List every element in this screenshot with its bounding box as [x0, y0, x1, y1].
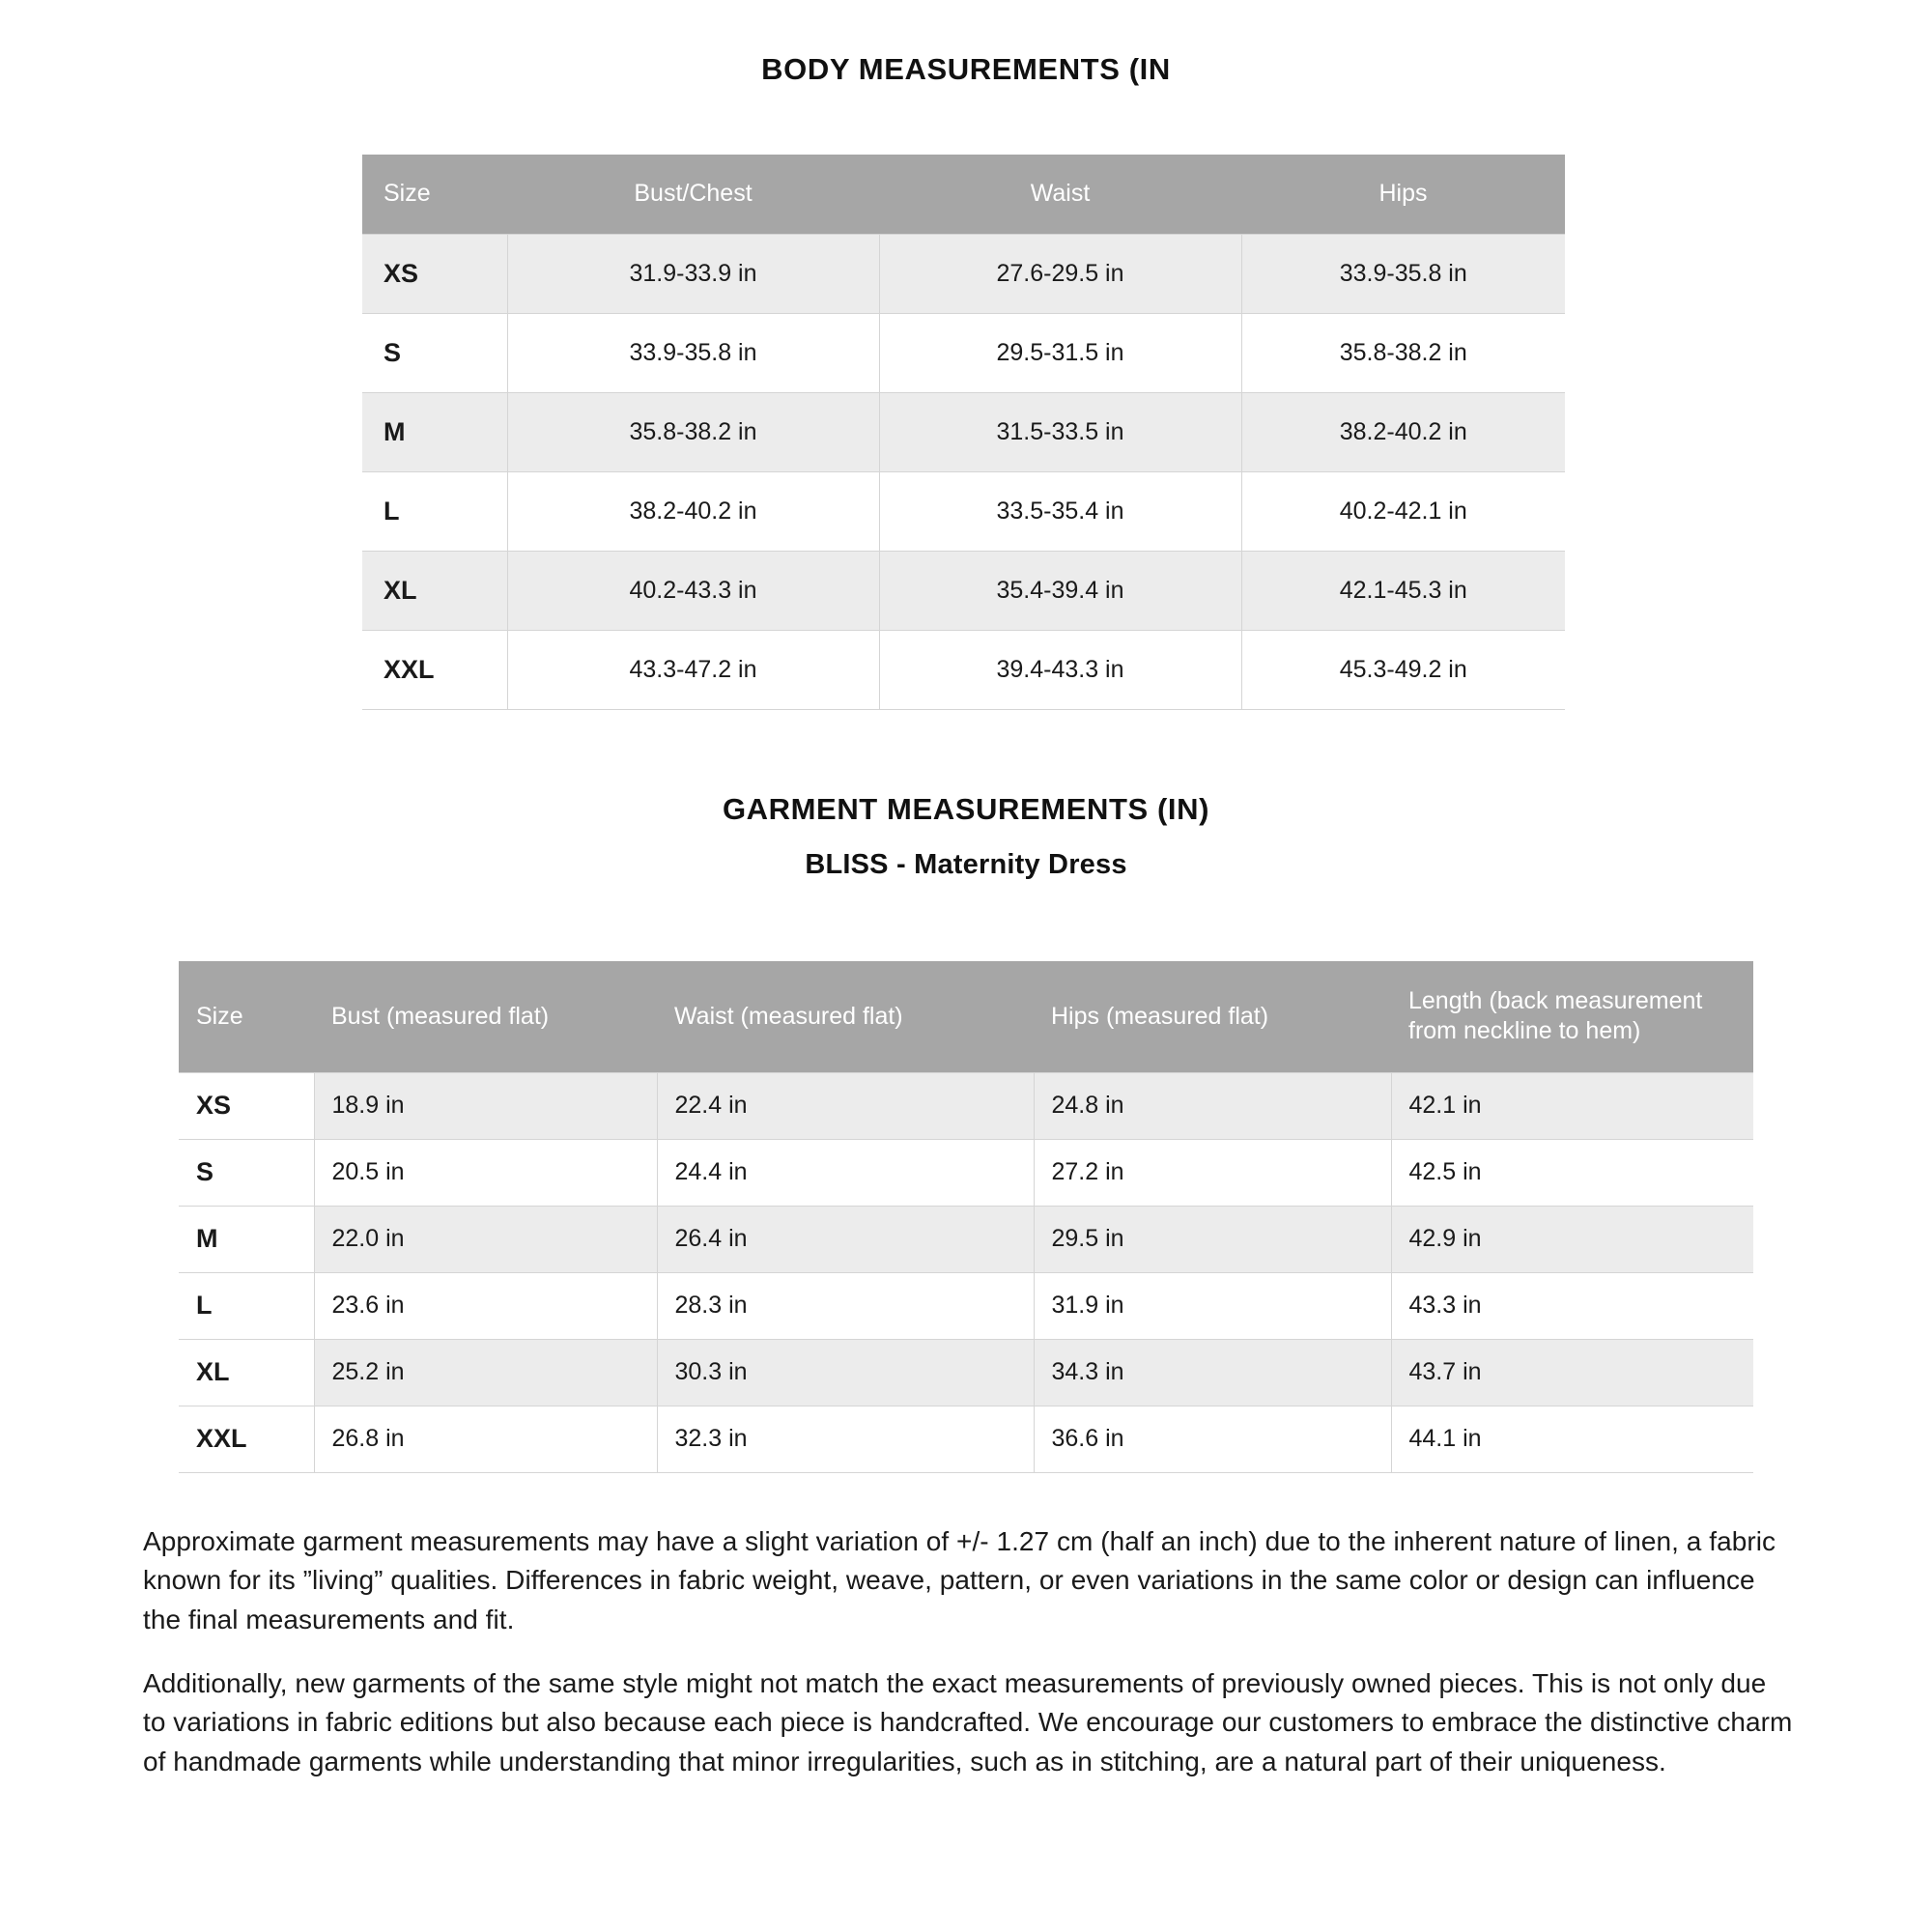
table-row [362, 551, 1565, 630]
notes-section [143, 1522, 1793, 1781]
table-row [362, 630, 1565, 709]
cell-waist: 22.4 in [657, 1072, 1034, 1139]
column-header-size: Size [362, 155, 507, 234]
cell-length: 43.3 in [1391, 1272, 1753, 1339]
table-row [362, 313, 1565, 392]
table-header [179, 961, 1753, 1072]
cell-bust: 33.9-35.8 in [507, 313, 879, 392]
cell-waist: 35.4-39.4 in [879, 551, 1241, 630]
cell-waist: 28.3 in [657, 1272, 1034, 1339]
cell-bust: 38.2-40.2 in [507, 471, 879, 551]
note-paragraph-handcrafted: Additionally, new garments of the same style might not match the exact measurements of previously owned pieces. This is not only due to variations in fabric editions but also because each piece is handcrafted. We encourage our customers to embrace the distinctive charm of handmade garments while understanding that minor irregularities, such as in stitching, are a natural part of their uniqueness. [143, 1667, 1793, 1776]
cell-size: L [362, 471, 507, 551]
column-header-hips-flat: Hips (measured flat) [1034, 961, 1391, 1072]
cell-size: XS [362, 234, 507, 313]
cell-waist: 32.3 in [657, 1406, 1034, 1472]
cell-bust: 26.8 in [314, 1406, 657, 1472]
garment-measurements-table-container [179, 961, 1753, 1473]
cell-bust: 20.5 in [314, 1139, 657, 1206]
cell-size: XXL [362, 630, 507, 709]
table-body [362, 234, 1565, 709]
cell-hips: 24.8 in [1034, 1072, 1391, 1139]
body-measurements-title: BODY MEASUREMENTS (IN [761, 52, 1171, 86]
cell-size: XL [362, 551, 507, 630]
column-header-bust-chest: Bust/Chest [507, 155, 879, 234]
table-row [179, 1406, 1753, 1472]
table-row [362, 234, 1565, 313]
cell-waist: 24.4 in [657, 1139, 1034, 1206]
table-row [179, 1139, 1753, 1206]
garment-product-name: BLISS - Maternity Dress [805, 849, 1127, 880]
cell-size: L [179, 1272, 314, 1339]
cell-length: 42.1 in [1391, 1072, 1753, 1139]
column-header-length: Length (back measurement from neckline to hem) [1391, 961, 1753, 1072]
table-row [179, 1206, 1753, 1272]
note-paragraph-variation: Approximate garment measurements may have a slight variation of +/- 1.27 cm (half an inch) due to the inherent nature of linen, a fabric known for its ”living” qualities. Differences in fabric weight, weave, pattern, or even variations in the same color or design can influence the final measurements and fit. [143, 1526, 1776, 1634]
table-row [179, 1272, 1753, 1339]
cell-hips: 29.5 in [1034, 1206, 1391, 1272]
column-header-hips: Hips [1241, 155, 1565, 234]
cell-hips: 42.1-45.3 in [1241, 551, 1565, 630]
cell-waist: 30.3 in [657, 1339, 1034, 1406]
cell-length: 42.5 in [1391, 1139, 1753, 1206]
cell-waist: 31.5-33.5 in [879, 392, 1241, 471]
cell-hips: 36.6 in [1034, 1406, 1391, 1472]
table-header-row [179, 961, 1753, 1072]
cell-bust: 23.6 in [314, 1272, 657, 1339]
cell-bust: 22.0 in [314, 1206, 657, 1272]
cell-length: 44.1 in [1391, 1406, 1753, 1472]
cell-bust: 25.2 in [314, 1339, 657, 1406]
garment-measurements-title: GARMENT MEASUREMENTS (IN) [722, 792, 1210, 826]
column-header-bust-flat: Bust (measured flat) [314, 961, 657, 1072]
cell-waist: 33.5-35.4 in [879, 471, 1241, 551]
column-header-waist: Waist [879, 155, 1241, 234]
garment-measurements-table [179, 961, 1753, 1473]
table-row [179, 1339, 1753, 1406]
cell-hips: 38.2-40.2 in [1241, 392, 1565, 471]
body-measurements-table-container [362, 155, 1565, 710]
cell-hips: 45.3-49.2 in [1241, 630, 1565, 709]
cell-waist: 27.6-29.5 in [879, 234, 1241, 313]
cell-hips: 33.9-35.8 in [1241, 234, 1565, 313]
cell-size: S [179, 1139, 314, 1206]
table-row [362, 392, 1565, 471]
cell-bust: 43.3-47.2 in [507, 630, 879, 709]
cell-bust: 40.2-43.3 in [507, 551, 879, 630]
cell-size: XXL [179, 1406, 314, 1472]
cell-length: 42.9 in [1391, 1206, 1753, 1272]
cell-size: S [362, 313, 507, 392]
cell-size: XL [179, 1339, 314, 1406]
cell-hips: 27.2 in [1034, 1139, 1391, 1206]
cell-length: 43.7 in [1391, 1339, 1753, 1406]
column-header-size: Size [179, 961, 314, 1072]
cell-hips: 35.8-38.2 in [1241, 313, 1565, 392]
cell-waist: 39.4-43.3 in [879, 630, 1241, 709]
table-row [362, 471, 1565, 551]
cell-bust: 35.8-38.2 in [507, 392, 879, 471]
body-measurements-table [362, 155, 1565, 710]
column-header-waist-flat: Waist (measured flat) [657, 961, 1034, 1072]
table-header-row [362, 155, 1565, 234]
cell-bust: 31.9-33.9 in [507, 234, 879, 313]
cell-size: XS [179, 1072, 314, 1139]
cell-waist: 26.4 in [657, 1206, 1034, 1272]
cell-bust: 18.9 in [314, 1072, 657, 1139]
cell-size: M [179, 1206, 314, 1272]
table-header [362, 155, 1565, 234]
cell-hips: 34.3 in [1034, 1339, 1391, 1406]
cell-waist: 29.5-31.5 in [879, 313, 1241, 392]
table-body [179, 1072, 1753, 1472]
table-row [179, 1072, 1753, 1139]
cell-hips: 40.2-42.1 in [1241, 471, 1565, 551]
cell-size: M [362, 392, 507, 471]
cell-hips: 31.9 in [1034, 1272, 1391, 1339]
